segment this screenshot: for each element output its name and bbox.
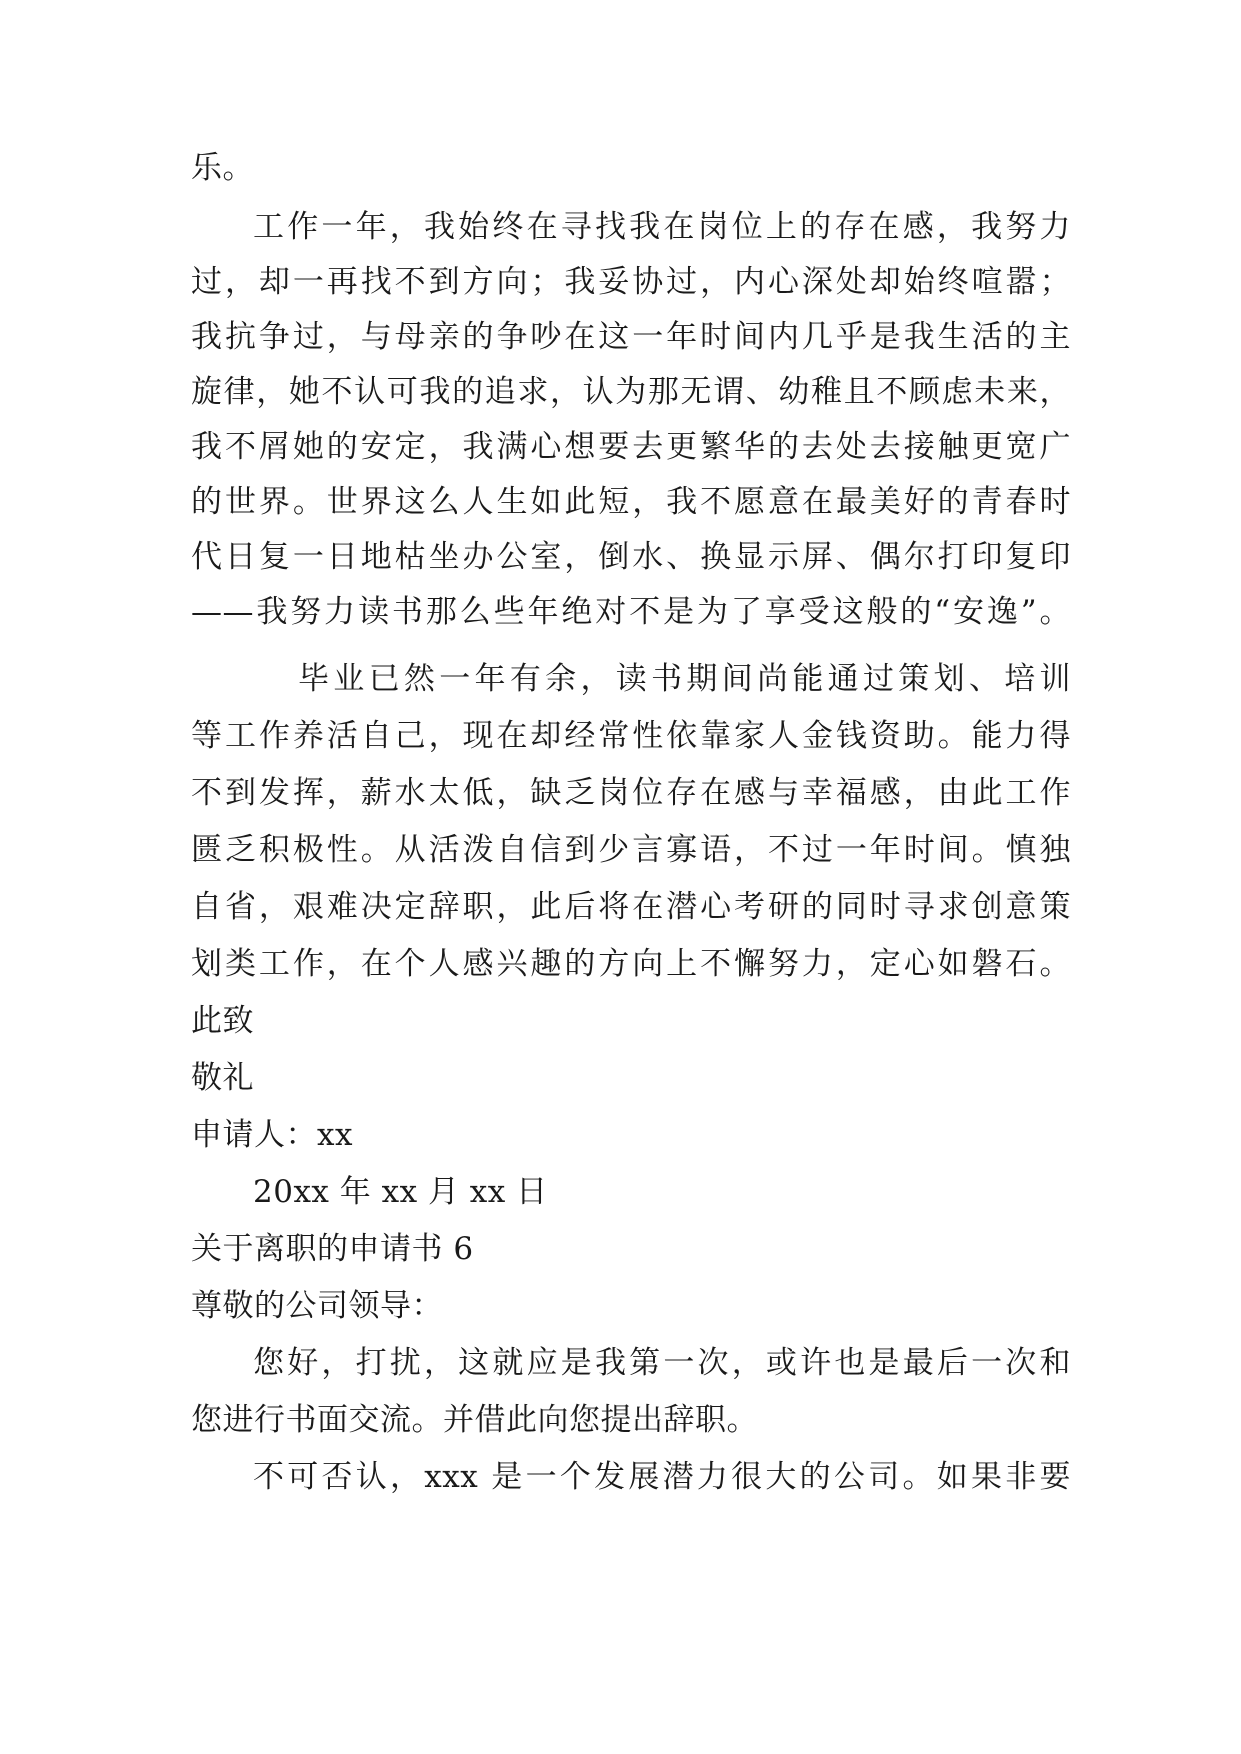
letter-date: 20xx 年 xx 月 xx 日 [253,1174,548,1210]
text-line: 我不屑她的安定，我满心想要去更繁华的去处去接触更宽广 [191,429,1071,465]
text-line: 不可否认，xxx 是一个发展潜力很大的公司。如果非要 [253,1459,1071,1495]
text-line: 过，却一再找不到方向；我妥协过，内心深处却始终喧嚣； [191,264,1071,300]
text-line: 代日复一日地枯坐办公室，倒水、换显示屏、偶尔打印复印 [191,539,1071,575]
text-line: 划类工作，在个人感兴趣的方向上不懈努力，定心如磐石。 [191,946,1071,982]
salutation-closing: 此致 [191,1003,254,1039]
text-line: 的世界。世界这么人生如此短，我不愿意在最美好的青春时 [191,484,1071,520]
text-line: 乐。 [191,150,254,186]
text-line: 我抗争过，与母亲的争吵在这一年时间内几乎是我生活的主 [191,319,1071,355]
text-line: ——我努力读书那么些年绝对不是为了享受这般的“安逸”。 [191,594,1071,630]
salutation-regards: 敬礼 [191,1060,254,1096]
text-line: 不到发挥，薪水太低，缺乏岗位存在感与幸福感，由此工作 [191,775,1071,811]
text-line: 您好，打扰，这就应是我第一次，或许也是最后一次和 [253,1345,1071,1381]
letter-addressee: 尊敬的公司领导： [191,1288,443,1324]
letter-heading: 关于离职的申请书 6 [191,1231,474,1267]
text-line: 工作一年，我始终在寻找我在岗位上的存在感，我努力 [253,209,1071,245]
text-line: 自省，艰难决定辞职，此后将在潜心考研的同时寻求创意策 [191,889,1071,925]
text-line: 毕业已然一年有余，读书期间尚能通过策划、培训 [298,661,1071,697]
text-line: 匮乏积极性。从活泼自信到少言寡语，不过一年时间。慎独 [191,832,1071,868]
text-line: 等工作养活自己，现在却经常性依靠家人金钱资助。能力得 [191,718,1071,754]
applicant-name: 申请人：xx [191,1117,353,1153]
text-line: 旋律，她不认可我的追求，认为那无谓、幼稚且不顾虑未来， [191,374,1071,410]
text-line: 您进行书面交流。并借此向您提出辞职。 [191,1402,758,1438]
